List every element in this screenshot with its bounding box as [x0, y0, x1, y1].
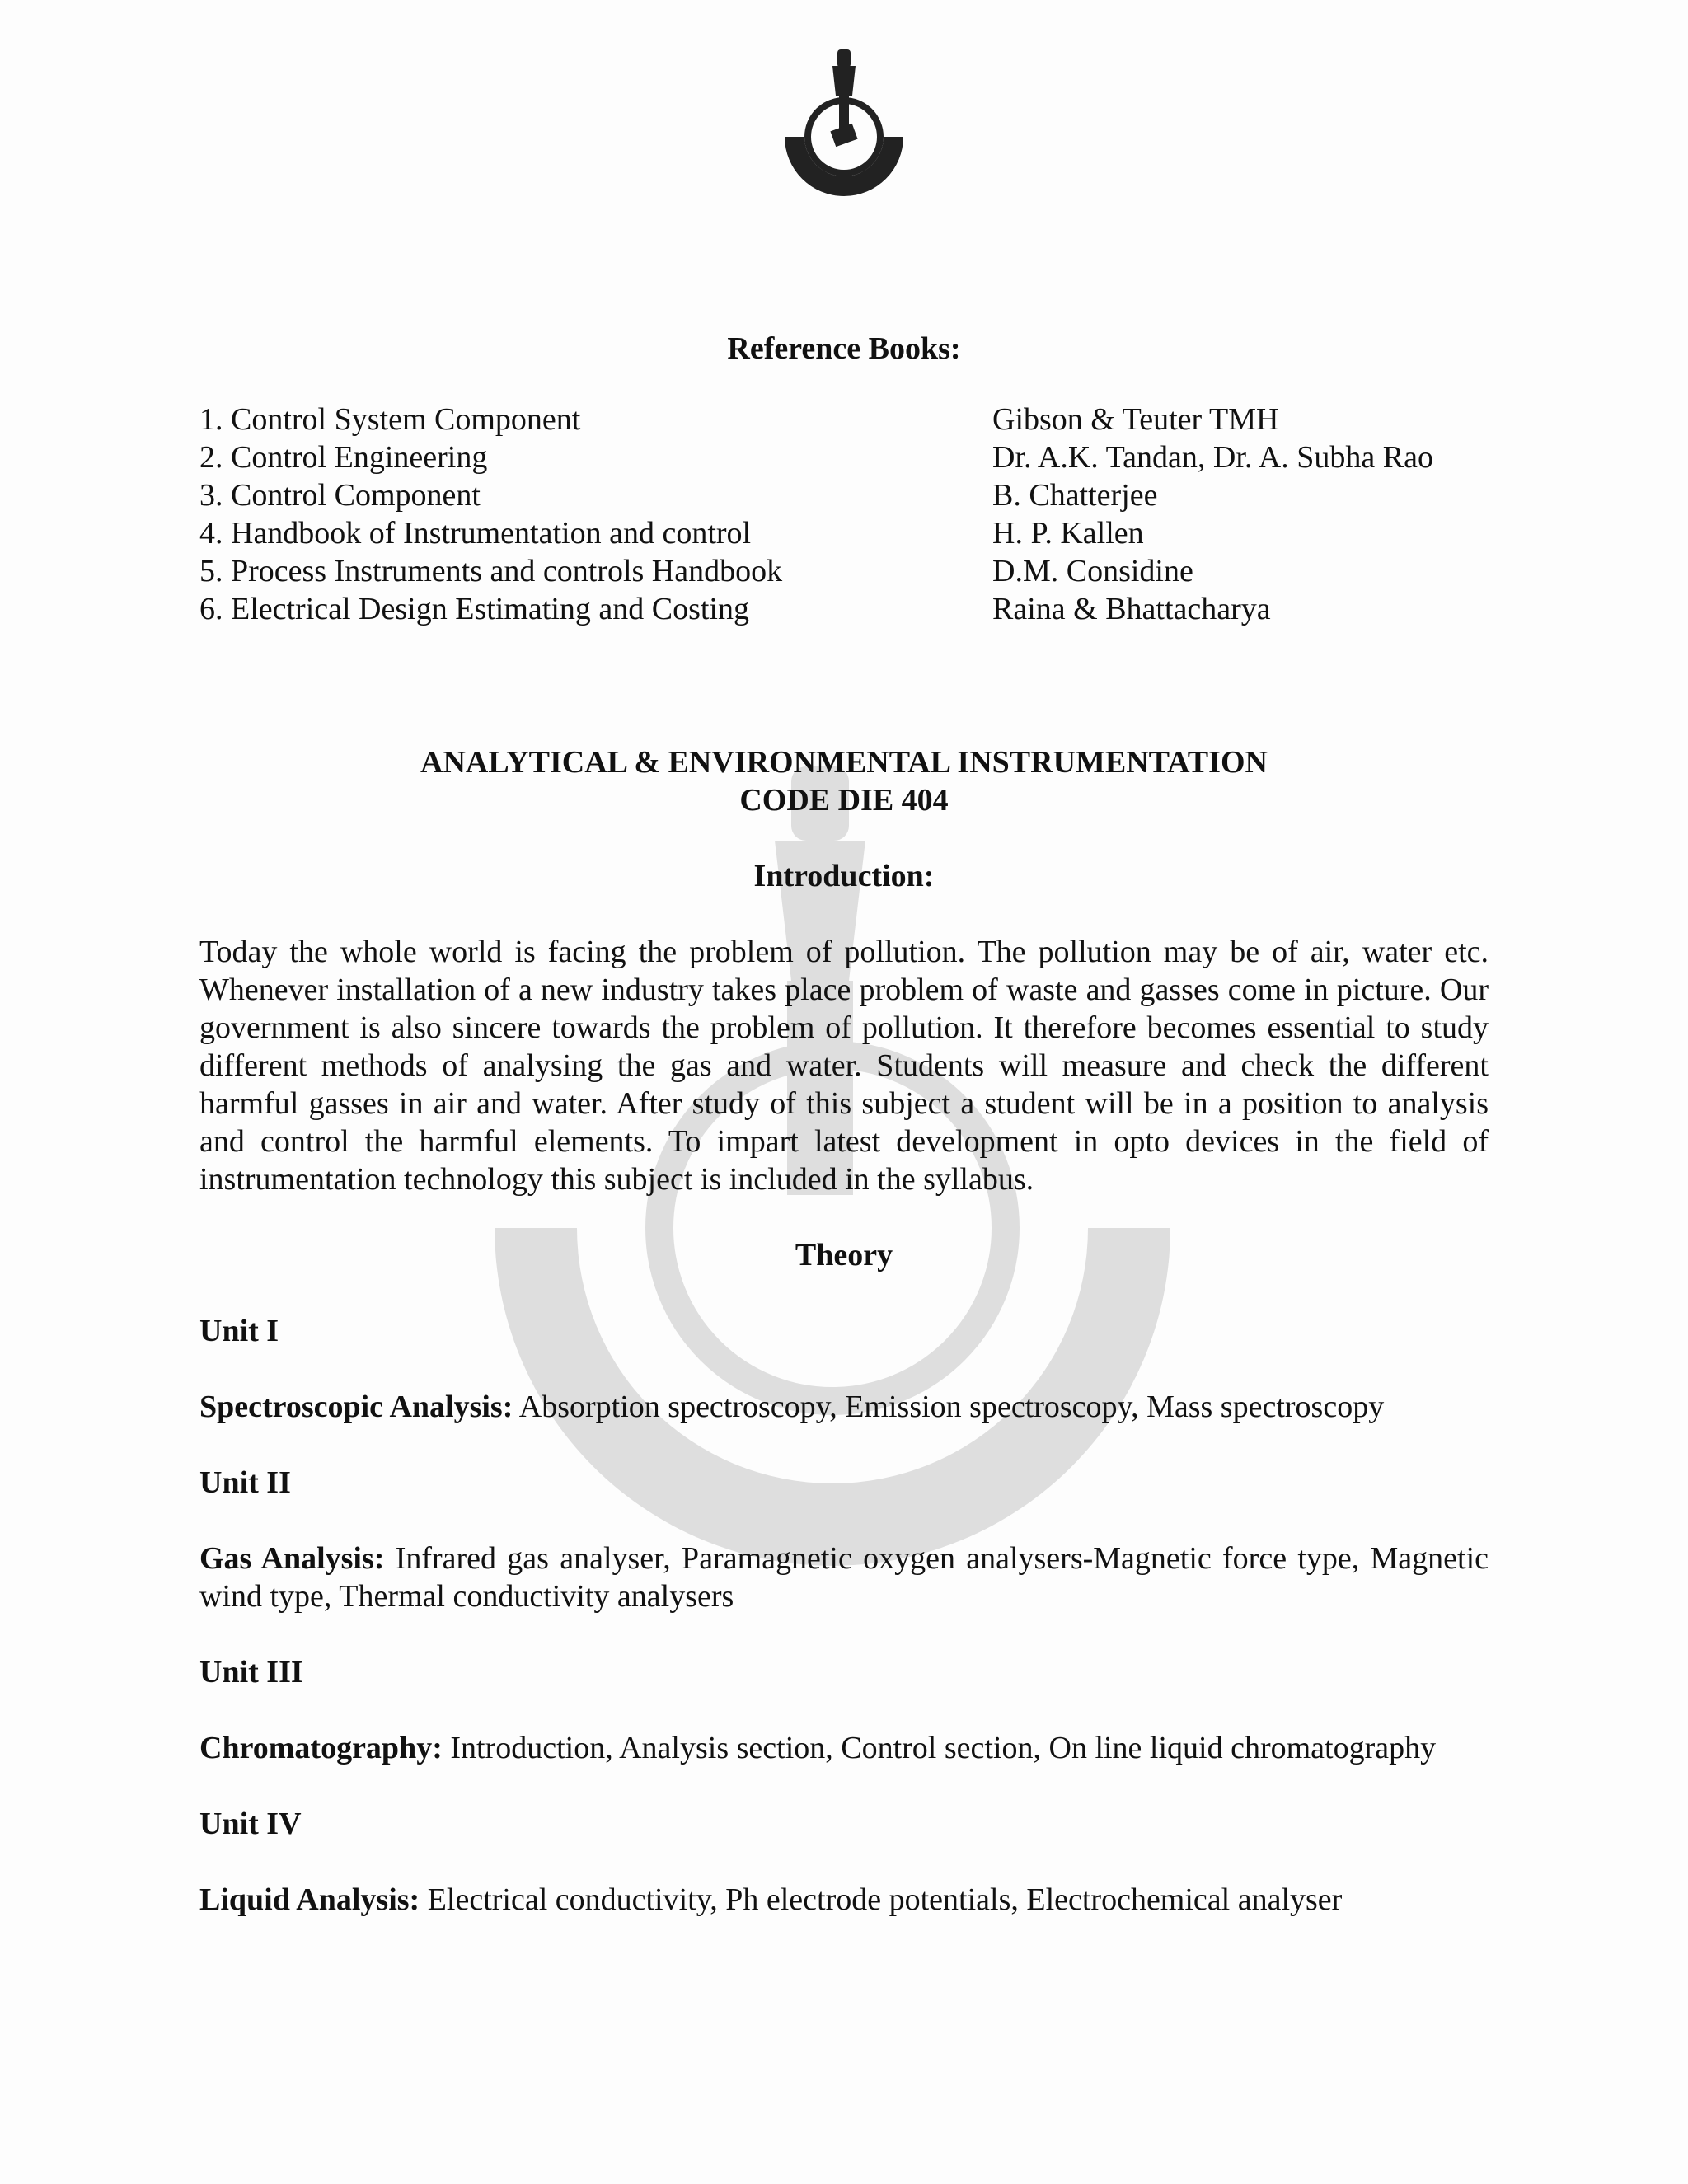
book-author: D.M. Considine	[992, 554, 1193, 588]
book-title: 5. Process Instruments and controls Handbook	[199, 554, 783, 588]
book-title: 1. Control System Component	[199, 402, 581, 437]
unit-topic-details: Introduction, Analysis section, Control section, On line liquid chromatography	[450, 1731, 1437, 1765]
book-author: H. P. Kallen	[992, 516, 1144, 551]
unit-content	[199, 1388, 1489, 1426]
unit-content	[199, 1881, 1489, 1919]
university-seal-icon	[778, 46, 910, 203]
book-title: 2. Control Engineering	[199, 440, 488, 475]
book-title: 6. Electrical Design Estimating and Costing	[199, 592, 749, 626]
document-body	[199, 330, 1489, 1919]
book-author: Raina & Bhattacharya	[992, 592, 1271, 626]
book-author: B. Chatterjee	[992, 478, 1158, 513]
unit-topic: Chromatography:	[199, 1731, 443, 1765]
unit-content	[199, 1729, 1489, 1767]
unit-topic: Liquid Analysis:	[199, 1882, 420, 1917]
unit-heading: Unit III	[199, 1655, 303, 1690]
unit-topic-details: Infrared gas analyser, Paramagnetic oxygen analysers-Magnetic force type, Magnetic wind type, Thermal conductivity analysers	[199, 1541, 1489, 1614]
reference-book-row	[199, 514, 1489, 552]
unit-topic-details: Absorption spectroscopy, Emission spectroscopy, Mass spectroscopy	[518, 1390, 1385, 1424]
unit-heading: Unit I	[199, 1314, 279, 1348]
book-author: Gibson & Teuter TMH	[992, 402, 1279, 437]
reference-book-row	[199, 401, 1489, 438]
introduction-text: Today the whole world is facing the problem of pollution. The pollution may be of air, water etc. Whenever installation of a new industry takes place problem of waste and gasses come in picture. Our government is also sincere towards the problem of pollution. It therefore becomes essential to study different methods of analysing the gas and water. Students will measure and check the different harmful gasses in air and water. After study of this subject a student will be in a position to analysis and control the harmful elements. To impart latest development in opto devices in the field of instrumentation technology this subject is included in the syllabus.	[199, 935, 1489, 1197]
unit-topic: Spectroscopic Analysis:	[199, 1390, 513, 1424]
unit-heading: Unit IV	[199, 1807, 302, 1841]
unit-topic-details: Electrical conductivity, Ph electrode potentials, Electrochemical analyser	[427, 1882, 1343, 1917]
introduction-heading: Introduction:	[753, 859, 935, 893]
book-title: 3. Control Component	[199, 478, 481, 513]
unit-heading: Unit II	[199, 1465, 291, 1500]
book-author: Dr. A.K. Tandan, Dr. A. Subha Rao	[992, 440, 1433, 475]
course-code: CODE DIE 404	[739, 783, 949, 818]
reference-books-list	[199, 401, 1489, 628]
reference-book-row	[199, 476, 1489, 514]
unit-topic: Gas Analysis:	[199, 1541, 385, 1576]
course-title: ANALYTICAL & ENVIRONMENTAL INSTRUMENTATION	[420, 745, 1268, 780]
book-title: 4. Handbook of Instrumentation and control	[199, 516, 752, 551]
reference-book-row	[199, 552, 1489, 590]
reference-books-heading: Reference Books:	[727, 331, 961, 366]
theory-heading: Theory	[795, 1238, 893, 1272]
reference-book-row	[199, 590, 1489, 628]
reference-book-row	[199, 438, 1489, 476]
unit-content	[199, 1540, 1489, 1615]
